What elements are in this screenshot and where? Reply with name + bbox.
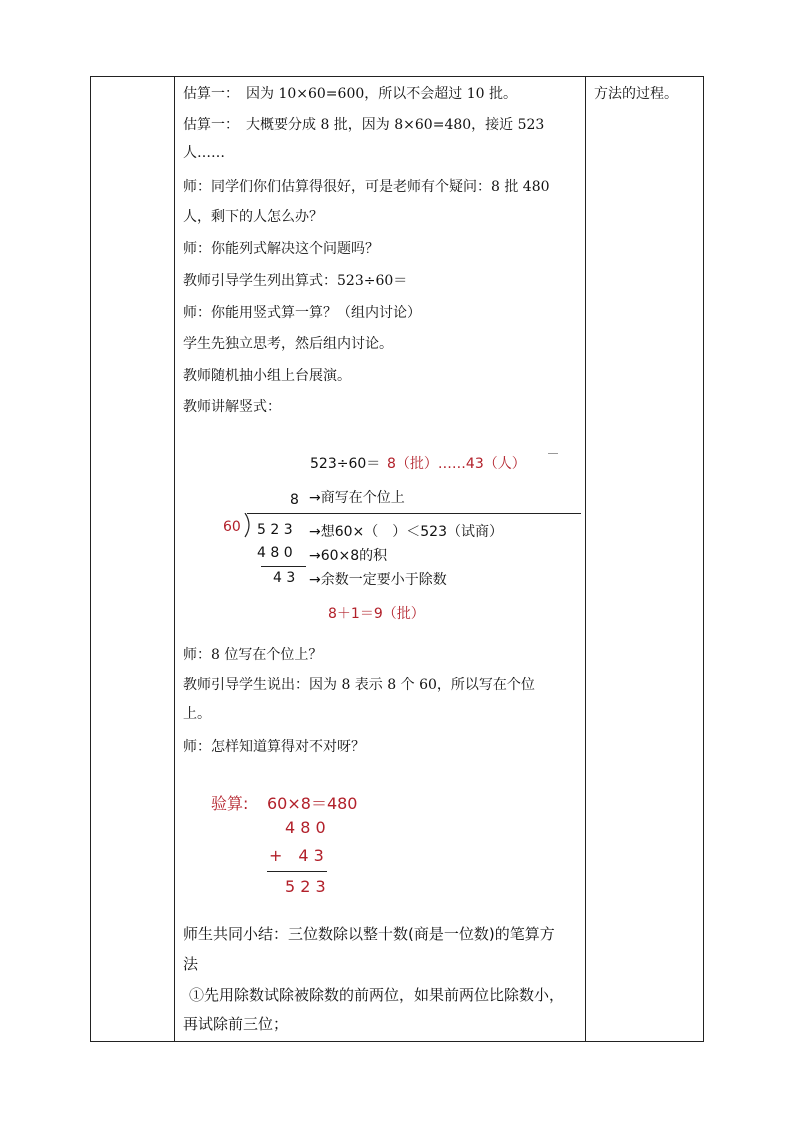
text-line: 师：同学们你们估算得很好，可是老师有个疑问：8 批 480: [183, 179, 550, 195]
text-line: 师：你能列式解决这个问题吗？: [183, 241, 379, 257]
text-line: 师：怎样知道算得对不对呀？: [183, 739, 365, 755]
text-line: 教师引导学生说出：因为 8 表示 8 个 60，所以写在个位: [183, 677, 535, 693]
right-cell-text: 方法的过程。: [594, 86, 678, 102]
division-remainder: 4 3: [273, 570, 296, 586]
note-product: →60×8的积: [309, 548, 388, 564]
text-line: 法: [183, 955, 199, 973]
text-line: 师：你能用竖式算一算？（组内讨论）: [183, 305, 421, 321]
check-rule: [267, 871, 327, 872]
text-line: 估算一： 大概要分成 8 批，因为 8×60=480，接近 523: [183, 117, 545, 133]
check-label: 验算:: [211, 794, 249, 813]
division-divisor: 60: [223, 519, 241, 535]
decor-dash: [548, 453, 558, 454]
text-line: 人，剩下的人怎么办？: [183, 209, 323, 225]
note-trial: →想60×（ ）＜523（试商）: [309, 524, 503, 540]
division-answer: 8＋1＝9（批）: [328, 606, 425, 622]
division-bracket: [243, 513, 257, 539]
division-equation-left: 523÷60＝: [310, 456, 381, 472]
text-line: ①先用除数试除被除数的前两位，如果前两位比除数小，: [189, 986, 565, 1004]
division-equation-right: 8（批）……43（人）: [387, 456, 526, 472]
text-line: 学生先独立思考，然后组内讨论。: [183, 336, 393, 352]
check-equation: 60×8＝480: [267, 794, 358, 813]
text-line: 上。: [183, 706, 211, 722]
check-plus-number: + 4 3: [269, 846, 324, 865]
text-line: 估算一： 因为 10×60=600，所以不会超过 10 批。: [183, 86, 517, 102]
text-line: 教师随机抽小组上台展演。: [183, 368, 351, 384]
text-line: 师生共同小结：三位数除以整十数(商是一位数)的笔算方: [183, 925, 555, 943]
text-line: 教师引导学生列出算式：523÷60＝: [183, 273, 408, 289]
text-line: 师：8 位写在个位上？: [183, 647, 323, 663]
check-result: 5 2 3: [285, 877, 326, 896]
check-top-number: 4 8 0: [285, 818, 326, 837]
division-bar: [247, 513, 581, 514]
column-divider-1: [174, 77, 175, 1041]
note-remainder: →余数一定要小于除数: [309, 572, 447, 588]
division-quotient: 8: [290, 492, 299, 508]
division-dividend: 5 2 3: [257, 522, 293, 538]
text-line: 人……: [183, 145, 225, 161]
text-line: 教师讲解竖式：: [183, 399, 281, 415]
lesson-table: [90, 76, 704, 1042]
column-divider-2: [585, 77, 586, 1041]
note-quotient: →商写在个位上: [309, 490, 405, 506]
text-line: 再试除前三位；: [183, 1015, 289, 1033]
subtraction-rule: [261, 566, 306, 567]
division-product: 4 8 0: [257, 545, 293, 561]
